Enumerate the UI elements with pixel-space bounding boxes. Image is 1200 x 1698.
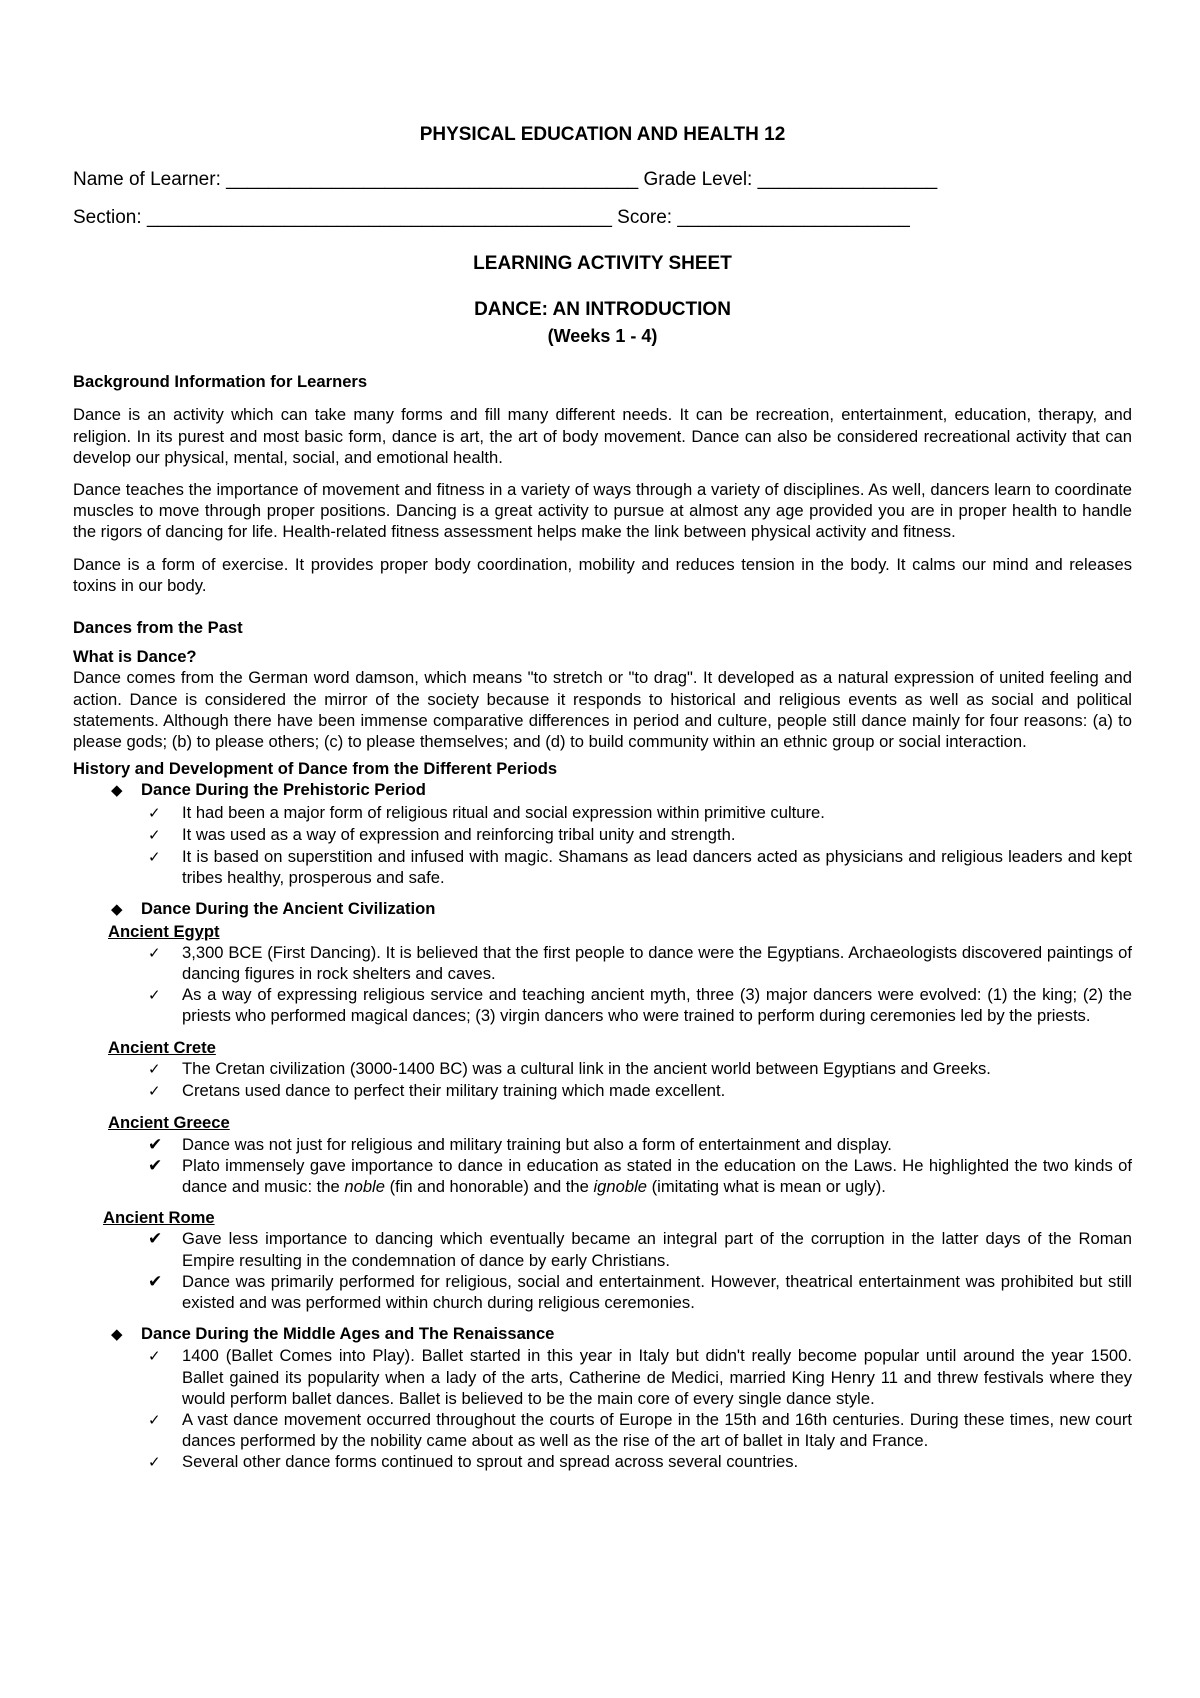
list-item: [148, 802, 1132, 824]
ignoble-term: ignoble: [593, 1176, 647, 1196]
list-item-text: It is based on superstition and infused with magic. Shamans as lead dancers acted as physicians and religious leaders and kept tribes healthy, prosperous and safe.: [182, 847, 1132, 888]
list-item: [148, 1155, 1132, 1197]
list-item-text: As a way of expressing religious service and teaching ancient myth, three (3) major dancers were evolved: (1) the king; (2) the priests who performed magical dances; (3) virgin dancers who were trained to perform during ceremonies led by the priests.: [182, 985, 1132, 1026]
middle-ages-list: [73, 1345, 1132, 1473]
document-title: PHYSICAL EDUCATION AND HEALTH 12: [419, 124, 786, 145]
background-paragraph: Dance is a form of exercise. It provides proper body coordination, mobility and reduces tension in the body. It calms our mind and releases toxins in our body.: [73, 554, 1132, 595]
sheet-title: LEARNING ACTIVITY SHEET: [473, 253, 732, 275]
list-item: [148, 984, 1132, 1026]
list-item-text: It had been a major form of religious ritual and social expression within primitive culture.: [182, 802, 825, 822]
rome-list: [73, 1228, 1132, 1313]
ancient-crete-label: Ancient Crete: [108, 1037, 216, 1057]
background-paragraph: Dance teaches the importance of movement and fitness in a variety of ways through a variety of disciplines. As well, dancers learn to coordinate muscles to move through proper positions. Dancing is a great activity to pursue at almost any age provided you are in proper health to handle the rigors of dancing for life. Health-related fitness assessment helps make the link between physical activity and fitness.: [73, 480, 1132, 542]
grade-label: Grade Level:: [643, 169, 753, 191]
text-run: (fin and honorable) and the: [384, 1176, 594, 1196]
diamond-bullet-icon: ◆: [111, 901, 123, 919]
checkmark-icon: ✔: [148, 1134, 163, 1154]
list-item-text: Dance was not just for religious and military training but also a form of entertainment and display.: [182, 1134, 892, 1154]
list-item: [148, 846, 1132, 888]
ancient-egypt-label: Ancient Egypt: [108, 921, 220, 941]
list-item-text: Gave less importance to dancing which eventually became an integral part of the corruption in the latter days of the Roman Empire resulting in the condemnation of dance by early Christians.: [182, 1229, 1132, 1270]
ancient-title: Dance During the Ancient Civilization: [141, 899, 436, 919]
list-item: [148, 1228, 1132, 1270]
middle-ages-title: Dance During the Middle Ages and The Renaissance: [141, 1324, 555, 1344]
grade-blank[interactable]: _________________: [757, 169, 938, 191]
checkmark-icon: ✓: [148, 1454, 161, 1472]
score-label: Score:: [617, 207, 673, 229]
list-item-text: Several other dance forms continued to sprout and spread across several countries.: [182, 1452, 799, 1472]
checkmark-icon: ✔: [148, 1155, 163, 1175]
prehistoric-title: Dance During the Prehistoric Period: [141, 780, 426, 800]
text-run: (imitating what is mean or ugly).: [647, 1176, 886, 1196]
list-item: [148, 1409, 1132, 1451]
list-item: [148, 1345, 1132, 1409]
section-blank[interactable]: ____________________________________________: [146, 207, 612, 229]
checkmark-icon: ✔: [148, 1271, 163, 1291]
background-heading: Background Information for Learners: [73, 372, 368, 392]
list-item-text: It was used as a way of expression and reinforcing tribal unity and strength.: [182, 824, 736, 844]
past-heading: Dances from the Past: [73, 618, 243, 638]
list-item-text: Cretans used dance to perfect their military training which made excellent.: [182, 1081, 726, 1101]
topic-title: DANCE: AN INTRODUCTION: [474, 299, 731, 321]
list-item: [148, 1134, 1132, 1155]
background-paragraph: Dance is an activity which can take many forms and fill many different needs. It can be recreation, entertainment, education, therapy, and religion. In its purest and most basic form, dance is art, the art of body movement. Dance can also be considered recreational activity that can develop our physical, mental, social, and emotional health.: [73, 405, 1132, 467]
list-item-text: A vast dance movement occurred throughout the courts of Europe in the 15th and 16th centuries. During these times, new court dances performed by the nobility came about as well as the rise of the art of ballet in Italy and France.: [182, 1409, 1132, 1451]
checkmark-icon: ✓: [148, 1348, 161, 1366]
noble-term: noble: [344, 1176, 385, 1196]
learner-info-line: [73, 161, 1132, 199]
score-blank[interactable]: ______________________: [677, 207, 910, 229]
ancient-rome-label: Ancient Rome: [103, 1208, 215, 1228]
text-run: Plato immensely gave importance to dance in education as stated in the education on the Laws. He highlighted the two kinds of dance and music: the: [182, 1155, 1132, 1196]
name-blank[interactable]: _______________________________________: [226, 169, 639, 191]
section-label: Section:: [73, 207, 142, 229]
checkmark-icon: ✓: [148, 826, 161, 844]
name-label: Name of Learner:: [73, 169, 221, 191]
what-is-dance-heading: What is Dance?: [73, 647, 197, 667]
list-item-text: The Cretan civilization (3000-1400 BC) was a cultural link in the ancient world between Egyptians and Greeks.: [182, 1058, 991, 1078]
checkmark-icon: ✓: [148, 987, 161, 1005]
crete-list: [73, 1058, 1132, 1102]
list-item-text: Dance was primarily performed for religious, social and entertainment. However, theatrical entertainment was prohibited but still existed and was performed within church during religious ceremonies.: [182, 1271, 1132, 1312]
checkmark-icon: ✓: [148, 1411, 161, 1429]
list-item-text: [182, 1155, 1132, 1197]
checkmark-icon: ✓: [148, 1060, 161, 1078]
section-info-line: [73, 199, 1132, 237]
ancient-heading: [73, 898, 1132, 920]
list-item-text: 1400 (Ballet Comes into Play). Ballet started in this year in Italy but didn't really become popular until around the year 1500. Ballet gained its popularity when a lady of the arts, Catherine de Medici, married King Henry 11 and threw festivals where they would perform ballet dances. Ballet is believed to be the main core of every single dance style.: [182, 1346, 1132, 1408]
list-item: [148, 824, 1132, 846]
prehistoric-heading: [73, 779, 1132, 801]
checkmark-icon: ✓: [148, 1083, 161, 1101]
checkmark-icon: ✓: [148, 804, 161, 822]
egypt-list: [73, 942, 1132, 1027]
list-item: [148, 942, 1132, 984]
diamond-bullet-icon: ◆: [111, 1326, 123, 1344]
checkmark-icon: ✔: [148, 1229, 163, 1249]
list-item-text: 3,300 BCE (First Dancing). It is believed that the first people to dance were the Egyptians. Archaeologists discovered paintings of dancing figures in rock shelters and caves.: [182, 942, 1132, 984]
what-is-dance-paragraph: Dance comes from the German word damson, which means "to stretch or "to drag". It developed as a natural expression of united feeling and action. Dance is considered the mirror of the society because it responds to historical and religious events as well as social and political statements. Although there have been immense comparative differences in period and culture, people still dance mainly for four reasons: (a) to please gods; (b) to please others; (c) to please themselves; and (d) to build community within an ethnic group or social interaction.: [73, 668, 1132, 752]
greece-list: [73, 1134, 1132, 1198]
diamond-bullet-icon: ◆: [111, 782, 123, 800]
middle-ages-heading: [73, 1323, 1132, 1345]
history-heading: History and Development of Dance from the Different Periods: [73, 759, 558, 779]
ancient-greece-label: Ancient Greece: [108, 1113, 230, 1133]
checkmark-icon: ✓: [148, 944, 161, 962]
list-item: [148, 1451, 1132, 1473]
prehistoric-list: [73, 802, 1132, 889]
weeks-label: (Weeks 1 - 4): [547, 326, 658, 347]
list-item: [148, 1058, 1132, 1080]
list-item: [148, 1271, 1132, 1313]
list-item: [148, 1080, 1132, 1102]
checkmark-icon: ✓: [148, 849, 161, 867]
